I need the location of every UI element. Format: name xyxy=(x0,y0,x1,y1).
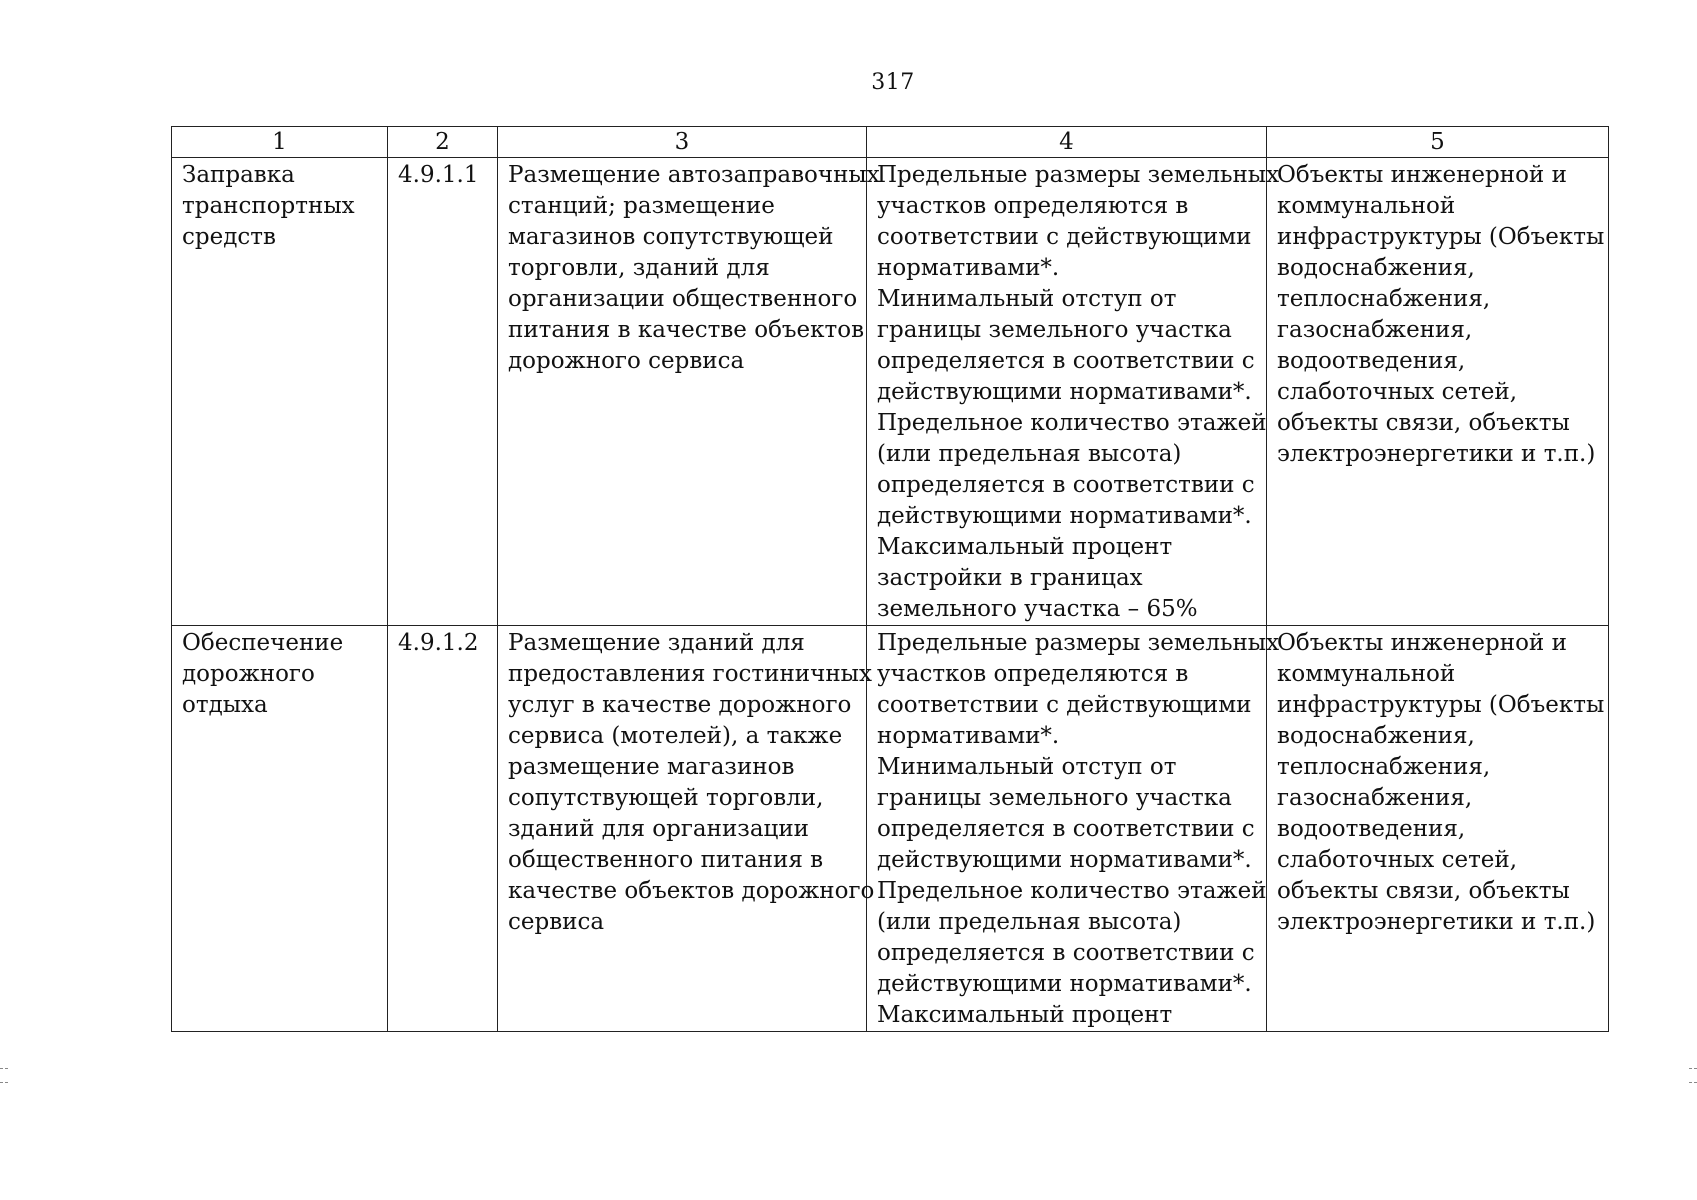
cell-text-line: инфраструктуры (Объекты xyxy=(1277,692,1605,718)
cell-text-line: Объекты инженерной и xyxy=(1277,162,1567,188)
cell-text-line: нормативами*. xyxy=(877,723,1060,749)
cell-text-line: общественного питания в xyxy=(508,847,824,873)
use-name-cell xyxy=(172,626,388,1032)
cell-text-line: теплоснабжения, xyxy=(1277,286,1491,312)
cell-text-line: застройки в границах xyxy=(877,565,1143,591)
cell-text-line: магазинов сопутствующей xyxy=(508,224,834,250)
cell-text-line: земельного участка – 65% xyxy=(877,596,1198,622)
cell-text-line: границы земельного участка xyxy=(877,317,1232,343)
cell-text-line: Максимальный процент xyxy=(877,1002,1173,1028)
cell-text-line: соответствии с действующими xyxy=(877,224,1252,250)
cell-text-line: отдыха xyxy=(182,692,268,718)
cell-text-line: слаботочных сетей, xyxy=(1277,847,1518,873)
cell-text-line: водоснабжения, xyxy=(1277,723,1475,749)
header-cell: 3 xyxy=(498,127,867,158)
cell-text-line: участков определяются в xyxy=(877,661,1189,687)
cell-text-line: определяется в соответствии с xyxy=(877,816,1255,842)
cell-text-line: электроэнергетики и т.п.) xyxy=(1277,441,1596,467)
cell-text-line: сервиса xyxy=(508,909,605,935)
cell-text-line: действующими нормативами*. xyxy=(877,971,1252,997)
objects-cell xyxy=(1267,626,1609,1032)
cell-text-line: средств xyxy=(182,224,276,250)
cell-text-line: границы земельного участка xyxy=(877,785,1232,811)
header-cell: 5 xyxy=(1267,127,1609,158)
cell-text-line: организации общественного xyxy=(508,286,858,312)
scan-edge-mark xyxy=(1689,1082,1697,1083)
cell-text-line: дорожного сервиса xyxy=(508,348,745,374)
objects-cell xyxy=(1267,158,1609,626)
cell-text-line: сервиса (мотелей), а также xyxy=(508,723,843,749)
cell-text-line: Размещение зданий для xyxy=(508,630,805,656)
cell-text-line: Предельное количество этажей xyxy=(877,410,1267,436)
cell-text-line: электроэнергетики и т.п.) xyxy=(1277,909,1596,935)
parameters-cell xyxy=(867,158,1280,626)
parameters-cell xyxy=(867,626,1280,1032)
cell-text-line: действующими нормативами*. xyxy=(877,379,1252,405)
cell-text-line: определяется в соответствии с xyxy=(877,472,1255,498)
cell-text-line: Предельные размеры земельных xyxy=(877,162,1280,188)
cell-text-line: Минимальный отступ от xyxy=(877,286,1177,312)
cell-text-line: Размещение автозаправочных xyxy=(508,162,880,188)
use-description-cell xyxy=(498,626,875,1032)
cell-text-line: зданий для организации xyxy=(508,816,810,842)
cell-text-line: нормативами*. xyxy=(877,255,1060,281)
cell-text-line: объекты связи, объекты xyxy=(1277,878,1570,904)
cell-text-line: водоотведения, xyxy=(1277,816,1466,842)
header-cell: 1 xyxy=(172,127,388,158)
scan-edge-mark xyxy=(0,1082,8,1083)
cell-text-line: коммунальной xyxy=(1277,193,1456,219)
cell-text-line: питания в качестве объектов xyxy=(508,317,865,343)
table-header-row xyxy=(172,127,1609,158)
table-row xyxy=(172,626,1609,1032)
cell-text-line: (или предельная высота) xyxy=(877,909,1182,935)
cell-text-line: определяется в соответствии с xyxy=(877,940,1255,966)
cell-text-line: соответствии с действующими xyxy=(877,692,1252,718)
use-code-cell: 4.9.1.2 xyxy=(388,626,498,1032)
cell-text-line: действующими нормативами*. xyxy=(877,503,1252,529)
cell-text-line: (или предельная высота) xyxy=(877,441,1182,467)
cell-text-line: водоснабжения, xyxy=(1277,255,1475,281)
cell-text-line: размещение магазинов xyxy=(508,754,795,780)
scan-edge-mark xyxy=(1689,1068,1697,1069)
cell-text-line: участков определяются в xyxy=(877,193,1189,219)
cell-text-line: водоотведения, xyxy=(1277,348,1466,374)
cell-text-line: качестве объектов дорожного xyxy=(508,878,875,904)
cell-text-line: Объекты инженерной и xyxy=(1277,630,1567,656)
cell-text-line: Обеспечение xyxy=(182,630,344,656)
cell-text-line: действующими нормативами*. xyxy=(877,847,1252,873)
cell-text-line: слаботочных сетей, xyxy=(1277,379,1518,405)
regulations-table xyxy=(171,126,1609,1032)
cell-text-line: транспортных xyxy=(182,193,355,219)
cell-text-line: определяется в соответствии с xyxy=(877,348,1255,374)
cell-text-line: станций; размещение xyxy=(508,193,775,219)
cell-text-line: дорожного xyxy=(182,661,315,687)
cell-text-line: торговли, зданий для xyxy=(508,255,770,281)
cell-text-line: Заправка xyxy=(182,162,295,188)
header-cell: 4 xyxy=(867,127,1267,158)
table-row xyxy=(172,158,1609,626)
cell-text-line: инфраструктуры (Объекты xyxy=(1277,224,1605,250)
cell-text-line: Минимальный отступ от xyxy=(877,754,1177,780)
use-name-cell xyxy=(172,158,388,626)
cell-text-line: газоснабжения, xyxy=(1277,785,1473,811)
use-description-cell xyxy=(498,158,880,626)
cell-text-line: предоставления гостиничных xyxy=(508,661,872,687)
cell-text-line: газоснабжения, xyxy=(1277,317,1473,343)
use-code-cell: 4.9.1.1 xyxy=(388,158,498,626)
scan-edge-mark xyxy=(0,1068,8,1069)
cell-text-line: Предельное количество этажей xyxy=(877,878,1267,904)
page-number: 317 xyxy=(871,70,915,95)
header-cell: 2 xyxy=(388,127,498,158)
cell-text-line: Предельные размеры земельных xyxy=(877,630,1280,656)
cell-text-line: объекты связи, объекты xyxy=(1277,410,1570,436)
cell-text-line: Максимальный процент xyxy=(877,534,1173,560)
cell-text-line: сопутствующей торговли, xyxy=(508,785,824,811)
cell-text-line: услуг в качестве дорожного xyxy=(508,692,852,718)
cell-text-line: коммунальной xyxy=(1277,661,1456,687)
cell-text-line: теплоснабжения, xyxy=(1277,754,1491,780)
